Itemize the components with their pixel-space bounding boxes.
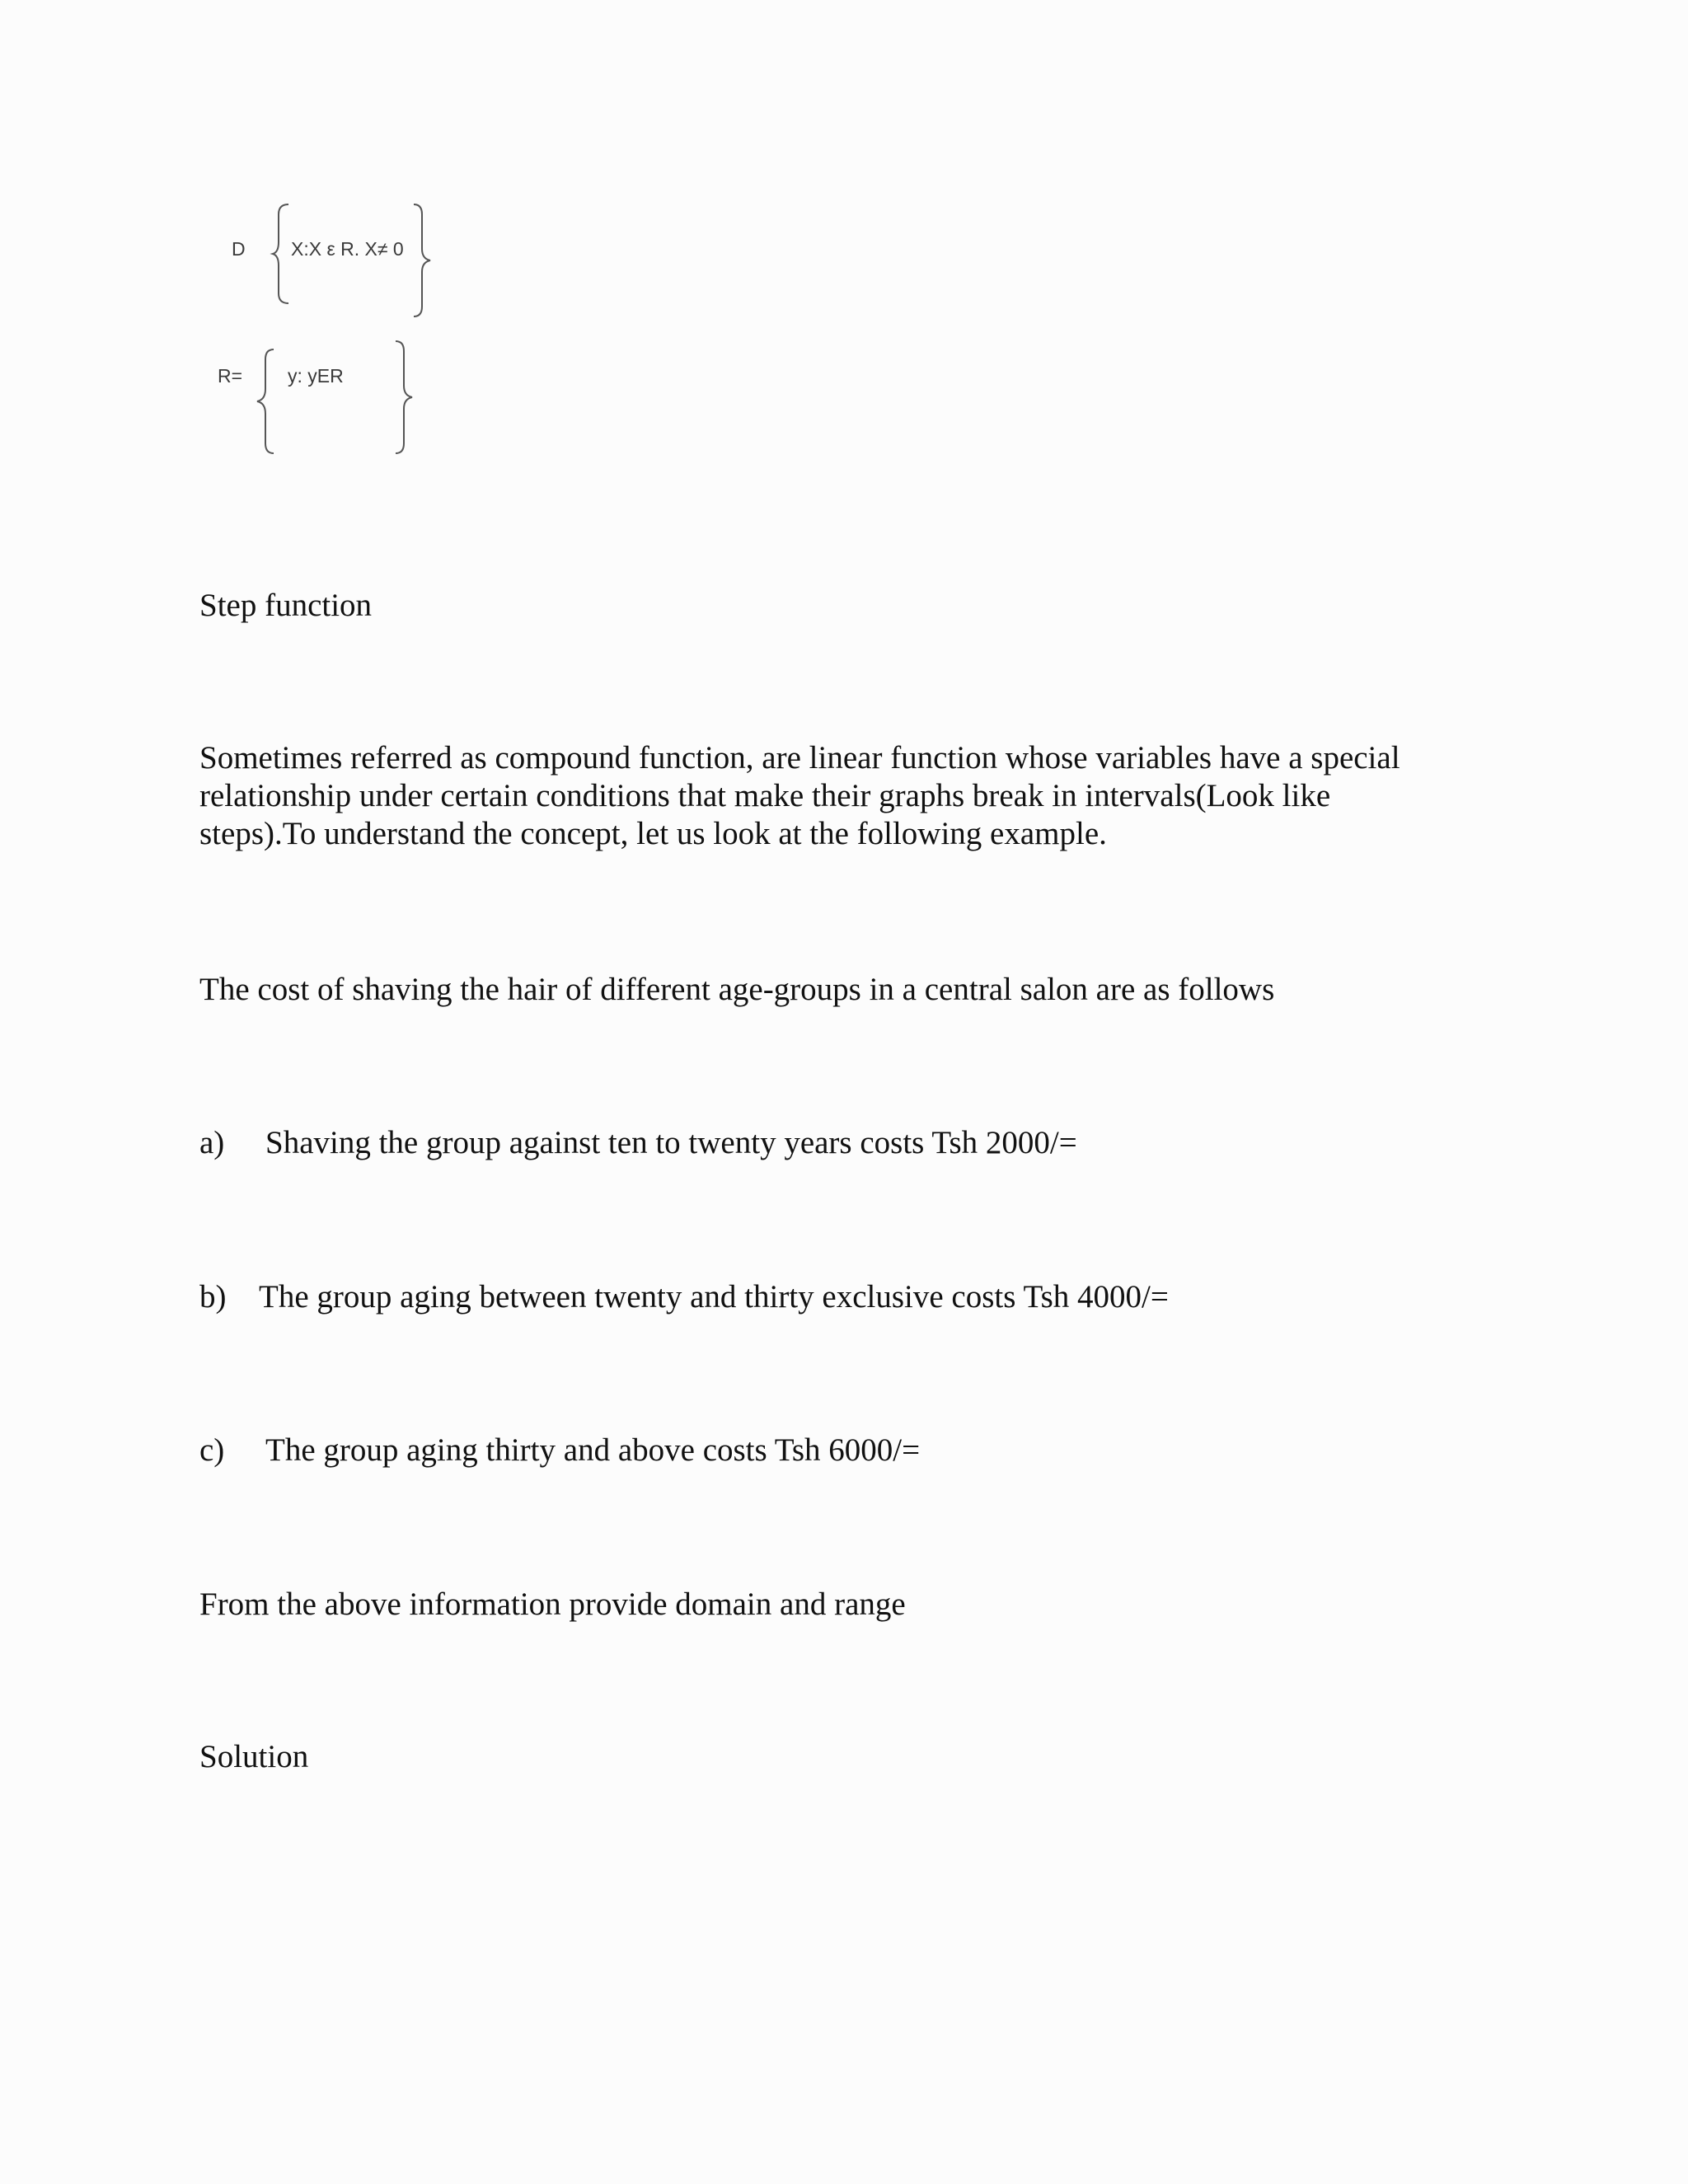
domain-right-brace-icon (410, 203, 435, 318)
list-marker: c) (199, 1432, 225, 1468)
list-marker: a) (199, 1125, 225, 1160)
list-marker: b) (199, 1279, 227, 1315)
condition-text: Shaving the group against ten to twenty years costs Tsh 2000/= (265, 1125, 1077, 1160)
range-set-expression: y: yER (288, 365, 344, 387)
range-symbol: R= (218, 365, 243, 387)
domain-set-expression: X:X ε R. X≠ 0 (291, 238, 404, 260)
intro-line: relationship under certain conditions that make their graphs break in intervals(Look like (199, 778, 1331, 813)
intro-line: steps).To understand the concept, let us look at the following example. (199, 816, 1107, 851)
section-heading: Step function (199, 588, 373, 623)
condition-text: The group aging thirty and above costs Tsh 6000/= (265, 1432, 921, 1468)
intro-line: Sometimes referred as compound function, are linear function whose variables have a special (199, 740, 1400, 776)
domain-symbol: D (232, 238, 246, 260)
problem-statement: The cost of shaving the hair of different age-groups in a central salon are as follows (199, 972, 1275, 1007)
range-left-brace-icon (256, 348, 277, 455)
intro-paragraph (199, 739, 1400, 853)
solution-label: Solution (199, 1739, 309, 1774)
domain-left-brace-icon (272, 203, 292, 305)
condition-text: The group aging between twenty and thirty exclusive costs Tsh 4000/= (259, 1279, 1169, 1315)
range-right-brace-icon (392, 340, 415, 455)
question-text: From the above information provide domain and range (199, 1586, 906, 1622)
